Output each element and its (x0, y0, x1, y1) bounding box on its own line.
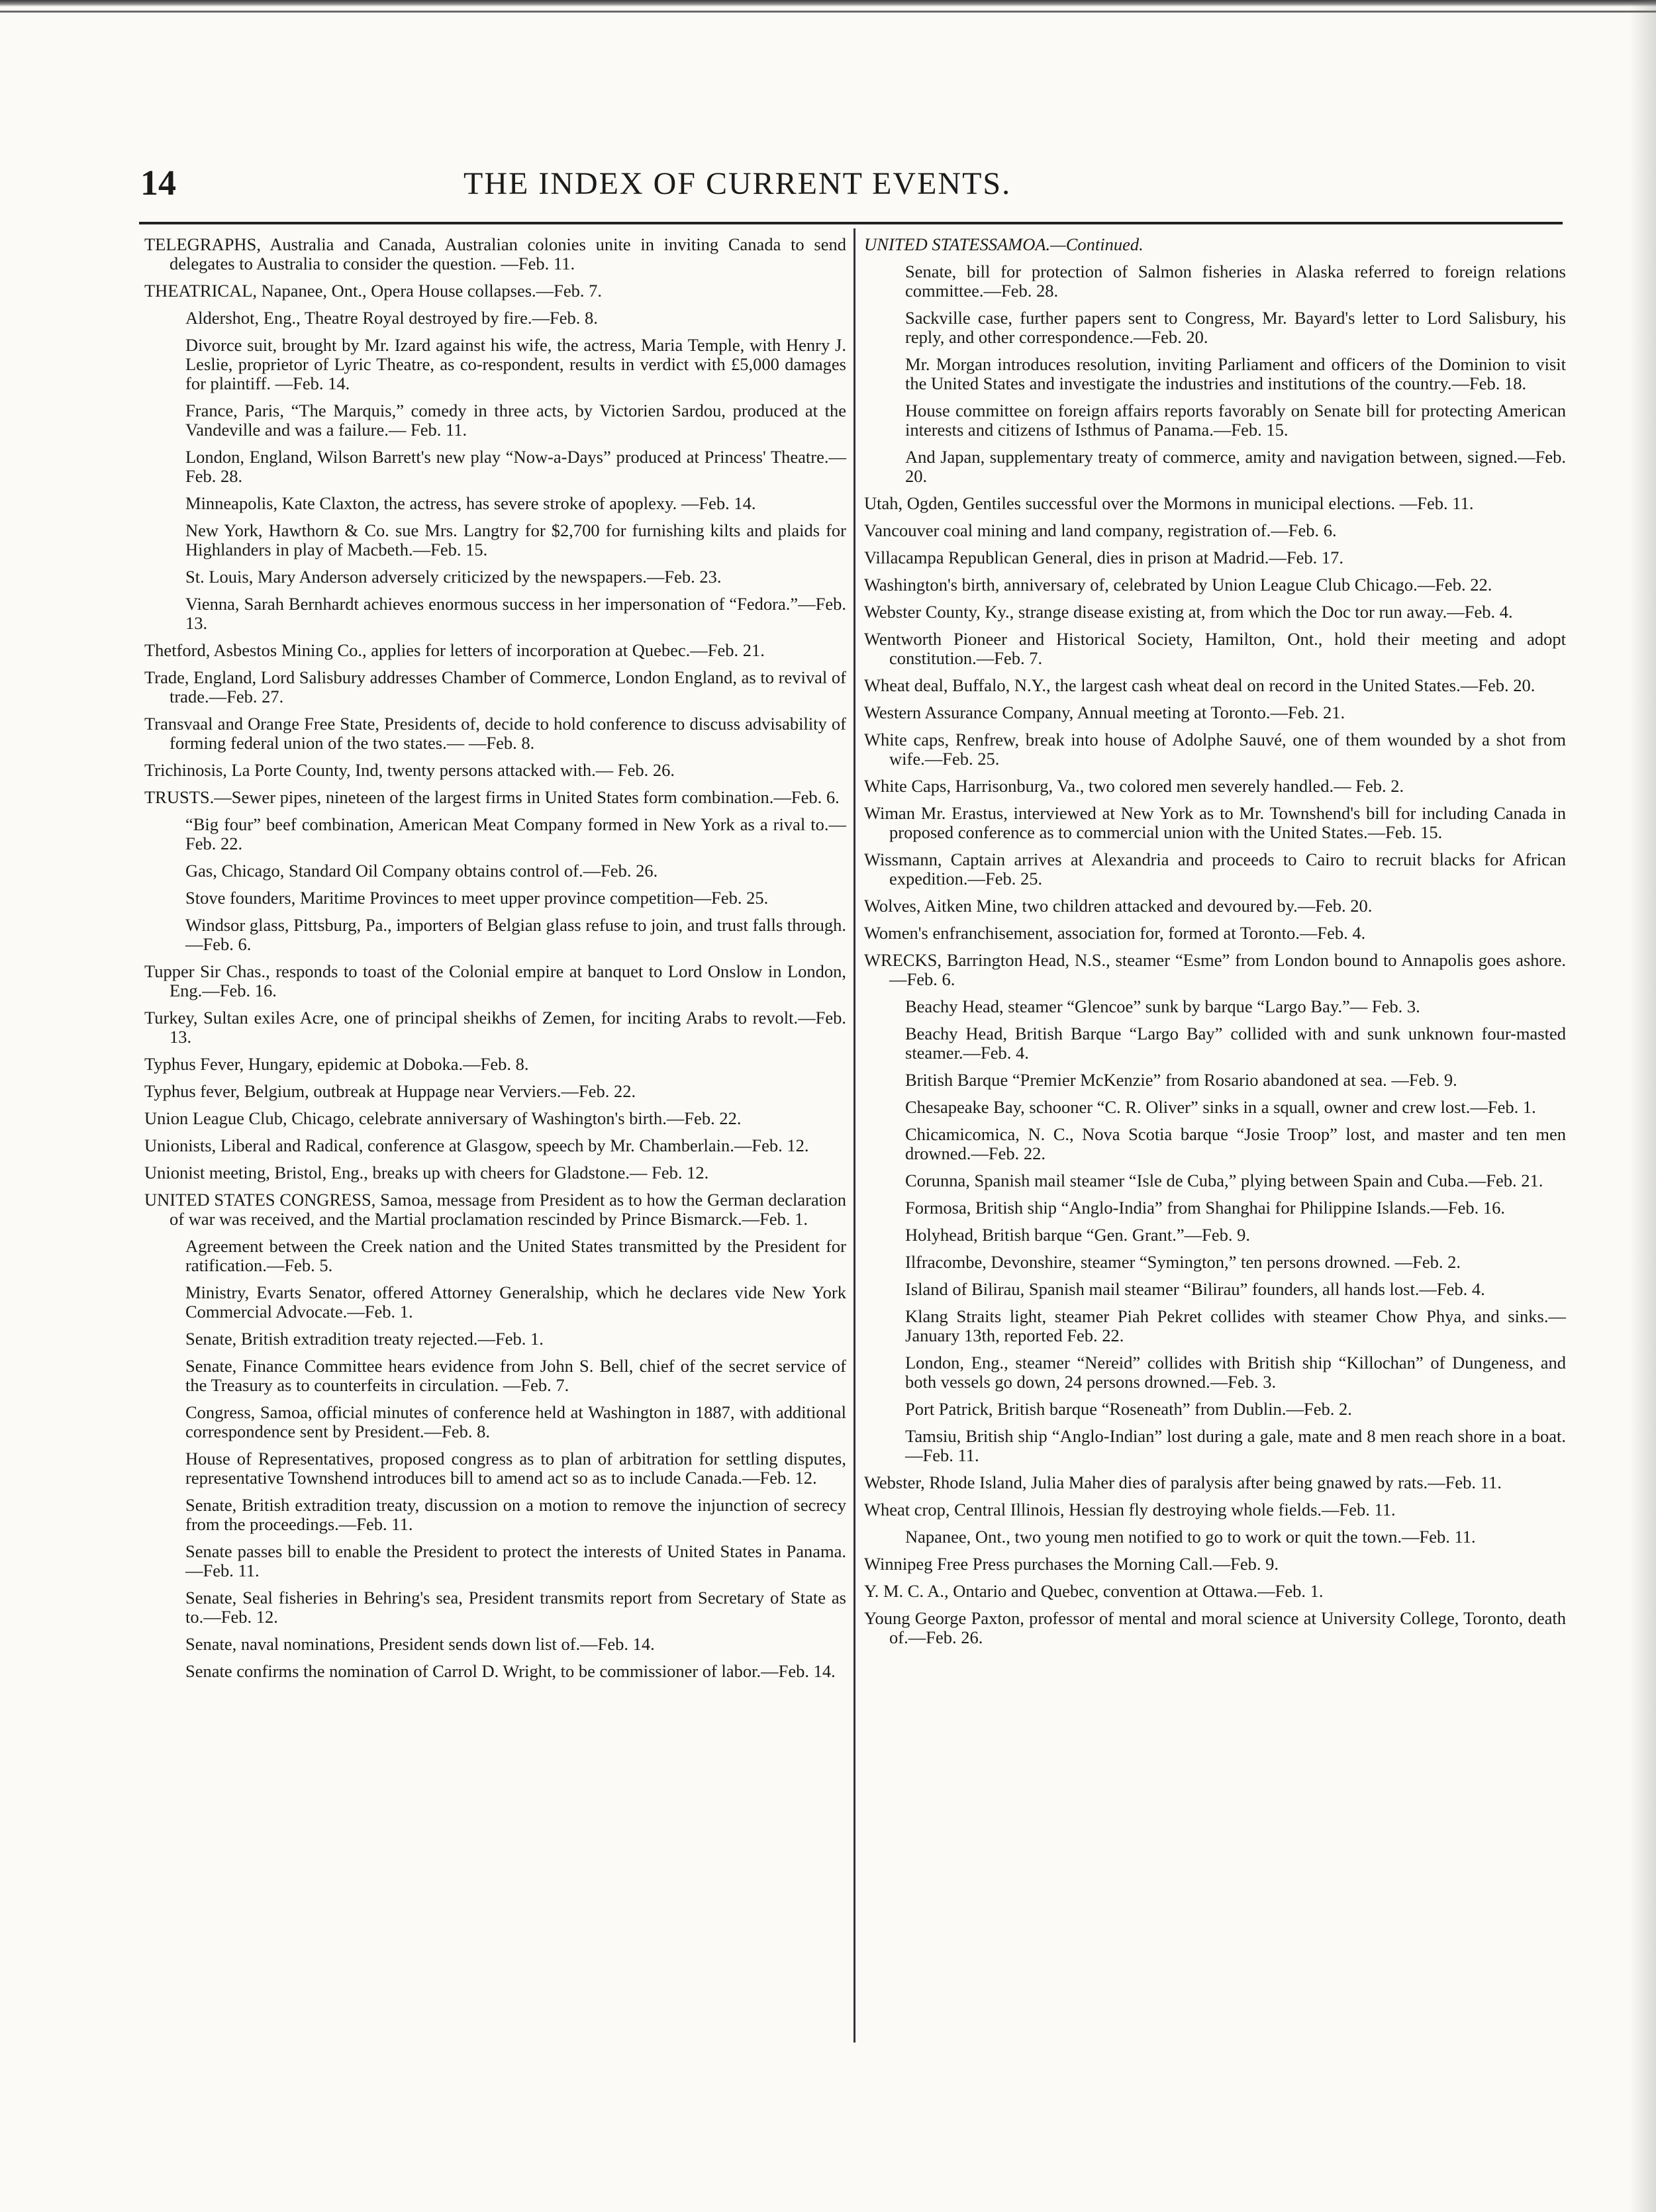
index-subentry: Tamsiu, British ship “Anglo-Indian” lost during a gale, mate and 8 men reach shore in a boat.—Feb. 11. (905, 1426, 1566, 1465)
index-subentry: Klang Straits light, steamer Piah Pekret collides with steamer Chow Phya, and sinks.—January 13th, reported Feb. 22. (905, 1306, 1566, 1345)
top-border (0, 0, 1656, 7)
index-entry: Young George Paxton, professor of mental and moral science at University College, Toronto, death of.—Feb. 26. (864, 1608, 1566, 1647)
index-entry: Washington's birth, anniversary of, celebrated by Union League Club Chicago.—Feb. 22. (864, 575, 1492, 595)
index-entry: Trichinosis, La Porte County, Ind, twenty persons attacked with.— Feb. 26. (144, 760, 675, 780)
index-subentry: Island of Bilirau, Spanish mail steamer “Bilirau” founders, all hands lost.—Feb. 4. (905, 1279, 1485, 1299)
index-subentry: Formosa, British ship “Anglo-India” from Shanghai for Philippine Islands.—Feb. 16. (905, 1198, 1506, 1218)
index-subentry: House of Representatives, proposed congress as to plan of arbitration for settling disputes, representative Townshend introduces bill to amend act so as to include Canada.—Feb. 12. (185, 1449, 846, 1488)
index-subentry: Port Patrick, British barque “Roseneath” from Dublin.—Feb. 2. (905, 1399, 1352, 1419)
index-subentry: Senate, Seal fisheries in Behring's sea, President transmits report from Secretary of State as to.—Feb. 12. (185, 1588, 846, 1627)
index-entry: Wheat deal, Buffalo, N.Y., the largest cash wheat deal on record in the United States.—Feb. 20. (864, 675, 1535, 695)
index-entry: Webster County, Ky., strange disease existing at, from which the Doc tor run away.—Feb. 4. (864, 602, 1513, 622)
right-column (864, 235, 1566, 1655)
index-subentry: Ilfracombe, Devonshire, steamer “Symington,” ten persons drowned. —Feb. 2. (905, 1252, 1461, 1272)
index-entry: Wheat crop, Central Illinois, Hessian fly destroying whole fields.—Feb. 11. (864, 1500, 1396, 1519)
index-subentry: Minneapolis, Kate Claxton, the actress, has severe stroke of apoplexy. —Feb. 14. (185, 493, 756, 513)
index-entry: Trade, England, Lord Salisbury addresses Chamber of Commerce, London England, as to revival of trade.—Feb. 27. (144, 667, 846, 706)
index-entry: Unionist meeting, Bristol, Eng., breaks up with cheers for Gladstone.— Feb. 12. (144, 1163, 709, 1182)
index-entry: Wentworth Pioneer and Historical Society, Hamilton, Ont., hold their meeting and adopt constitution.—Feb. 7. (864, 629, 1566, 668)
index-entry: Typhus fever, Belgium, outbreak at Huppage near Verviers.—Feb. 22. (144, 1081, 636, 1101)
index-subentry: Sackville case, further papers sent to Congress, Mr. Bayard's letter to Lord Salisbury, his reply, and other correspondence.—Feb. 20. (905, 308, 1566, 347)
index-entry: Winnipeg Free Press purchases the Morning Call.—Feb. 9. (864, 1554, 1279, 1574)
left-column (144, 235, 846, 1689)
index-entry: Turkey, Sultan exiles Acre, one of principal sheikhs of Zemen, for inciting Arabs to revolt.—Feb. 13. (144, 1008, 846, 1047)
index-entry: Western Assurance Company, Annual meeting at Toronto.—Feb. 21. (864, 702, 1345, 722)
index-subentry: Chicamicomica, N. C., Nova Scotia barque “Josie Troop” lost, and master and ten men drowned.—Feb. 22. (905, 1124, 1566, 1163)
index-entry: Wiman Mr. Erastus, interviewed at New York as to Mr. Townshend's bill for including Canada in proposed conference as to commercial union with the United States.—Feb. 15. (864, 803, 1566, 842)
index-entry: TRUSTS.—Sewer pipes, nineteen of the largest firms in United States form combination.—Feb. 6. (144, 787, 840, 807)
index-subentry: Gas, Chicago, Standard Oil Company obtains control of.—Feb. 26. (185, 861, 658, 881)
index-subentry: France, Paris, “The Marquis,” comedy in three acts, by Victorien Sardou, produced at the Vandeville and was a failure.— Feb. 11. (185, 401, 846, 440)
index-subentry: London, Eng., steamer “Nereid” collides with British ship “Killochan” of Dungeness, and both vessels go down, 24 persons drowned.—Feb. 3. (905, 1353, 1566, 1392)
index-entry: WRECKS, Barrington Head, N.S., steamer “Esme” from London bound to Annapolis goes ashore.—Feb. 6. (864, 950, 1566, 989)
index-subentry: Divorce suit, brought by Mr. Izard against his wife, the actress, Maria Temple, with Henry J. Leslie, proprietor of Lyric Theatre, as co-respondent, results in verdict with £5,000 damages for plaintiff. —Feb. 14. (185, 335, 846, 393)
index-subentry: St. Louis, Mary Anderson adversely criticized by the newspapers.—Feb. 23. (185, 567, 722, 587)
index-entry: Tupper Sir Chas., responds to toast of the Colonial empire at banquet to Lord Onslow in London, Eng.—Feb. 16. (144, 961, 846, 1000)
index-subentry: Napanee, Ont., two young men notified to go to work or quit the town.—Feb. 11. (905, 1527, 1476, 1547)
index-entry: Wissmann, Captain arrives at Alexandria and proceeds to Cairo to recruit blacks for African expedition.—Feb. 25. (864, 849, 1566, 889)
index-subentry: Senate passes bill to enable the President to protect the interests of United States in Panama.—Feb. 11. (185, 1541, 846, 1580)
index-subentry: Stove founders, Maritime Provinces to meet upper province competition—Feb. 25. (185, 888, 769, 908)
index-entry: THEATRICAL, Napanee, Ont., Opera House collapses.—Feb. 7. (144, 281, 603, 301)
index-subentry: “Big four” beef combination, American Meat Company formed in New York as a rival to.—Feb. 22. (185, 814, 846, 853)
index-subentry: London, England, Wilson Barrett's new play “Now-a-Days” produced at Princess' Theatre.—Feb. 28. (185, 447, 846, 486)
index-subentry: Agreement between the Creek nation and the United States transmitted by the President for ratification.—Feb. 5. (185, 1236, 846, 1275)
index-entry: Typhus Fever, Hungary, epidemic at Doboka.—Feb. 8. (144, 1054, 529, 1074)
index-entry: Webster, Rhode Island, Julia Maher dies of paralysis after being gnawed by rats.—Feb. 11. (864, 1472, 1502, 1492)
index-entry: Union League Club, Chicago, celebrate anniversary of Washington's birth.—Feb. 22. (144, 1108, 742, 1128)
index-subentry: Windsor glass, Pittsburg, Pa., importers of Belgian glass refuse to join, and trust falls through.—Feb. 6. (185, 915, 846, 954)
index-entry: Vancouver coal mining and land company, registration of.—Feb. 6. (864, 520, 1337, 540)
index-subentry: And Japan, supplementary treaty of commerce, amity and navigation between, signed.—Feb. 20. (905, 447, 1566, 486)
index-entry: Utah, Ogden, Gentiles successful over the Mormons in municipal elections. —Feb. 11. (864, 493, 1474, 513)
index-subentry: Senate, Finance Committee hears evidence from John S. Bell, chief of the secret service of the Treasury as to counterfeits in circulation. —Feb. 7. (185, 1356, 846, 1395)
index-subentry: Vienna, Sarah Bernhardt achieves enormous success in her impersonation of “Fedora.”—Feb. 13. (185, 594, 846, 633)
index-subentry: Corunna, Spanish mail steamer “Isle de Cuba,” plying between Spain and Cuba.—Feb. 21. (905, 1171, 1543, 1190)
index-subentry: Holyhead, British barque “Gen. Grant.”—Feb. 9. (905, 1225, 1251, 1245)
index-entry: UNITED STATES CONGRESS, Samoa, message from President as to how the German declaration of war was received, and the Martial proclamation rescinded by Prince Bismarck.—Feb. 1. (144, 1190, 846, 1229)
page-title: THE INDEX OF CURRENT EVENTS. (463, 166, 1012, 201)
index-subentry: British Barque “Premier McKenzie” from Rosario abandoned at sea. —Feb. 9. (905, 1070, 1457, 1090)
page-edge-shadow (1630, 0, 1656, 2212)
index-entry: Villacampa Republican General, dies in prison at Madrid.—Feb. 17. (864, 548, 1344, 567)
index-subentry: House committee on foreign affairs reports favorably on Senate bill for protecting American interests and citizens of Isthmus of Panama.—Feb. 15. (905, 401, 1566, 440)
index-entry: Women's enfranchisement, association for, formed at Toronto.—Feb. 4. (864, 923, 1366, 943)
index-subentry: Beachy Head, British Barque “Largo Bay” collided with and sunk unknown four-masted steamer.—Feb. 4. (905, 1024, 1566, 1063)
column-divider (853, 228, 855, 2043)
index-entry: White Caps, Harrisonburg, Va., two colored men severely handled.— Feb. 2. (864, 776, 1404, 796)
index-subentry: Beachy Head, steamer “Glencoe” sunk by barque “Largo Bay.”— Feb. 3. (905, 996, 1420, 1016)
index-subentry: Ministry, Evarts Senator, offered Attorney Generalship, which he declares vide New York Commercial Advocate.—Feb. 1. (185, 1282, 846, 1322)
index-subentry: Aldershot, Eng., Theatre Royal destroyed by fire.—Feb. 8. (185, 308, 598, 328)
index-subentry: Chesapeake Bay, schooner “C. R. Oliver” sinks in a squall, owner and crew lost.—Feb. 1. (905, 1097, 1536, 1117)
index-entry: TELEGRAPHS, Australia and Canada, Australian colonies unite in inviting Canada to send delegates to Australia to consider the question. —Feb. 11. (144, 234, 846, 273)
index-entry: Thetford, Asbestos Mining Co., applies for letters of incorporation at Quebec.—Feb. 21. (144, 640, 765, 660)
index-subentry: Senate, naval nominations, President sends down list of.—Feb. 14. (185, 1634, 655, 1654)
index-entry: Unionists, Liberal and Radical, conference at Glasgow, speech by Mr. Chamberlain.—Feb. 12. (144, 1135, 809, 1155)
index-subentry: Senate, British extradition treaty rejected.—Feb. 1. (185, 1329, 544, 1349)
index-subentry: New York, Hawthorn & Co. sue Mrs. Langtry for $2,700 for furnishing kilts and plaids for Highlanders in play of Macbeth.—Feb. 15. (185, 520, 846, 559)
index-entry: Wolves, Aitken Mine, two children attacked and devoured by.—Feb. 20. (864, 896, 1373, 916)
index-entry: Transvaal and Orange Free State, Presidents of, decide to hold conference to discuss advisability of forming federal union of the two states.— —Feb. 8. (144, 714, 846, 753)
continued-heading: UNITED STATESSAMOA.—Continued. (864, 234, 1144, 254)
index-entry: Y. M. C. A., Ontario and Quebec, convention at Ottawa.—Feb. 1. (864, 1581, 1324, 1601)
page-number: 14 (140, 163, 176, 203)
index-subentry: Congress, Samoa, official minutes of conference held at Washington in 1887, with additional correspondence sent by President.—Feb. 8. (185, 1402, 846, 1441)
index-subentry: Senate, British extradition treaty, discussion on a motion to remove the injunction of secrecy from the proceedings.—Feb. 11. (185, 1495, 846, 1534)
index-subentry: Senate confirms the nomination of Carrol D. Wright, to be commissioner of labor.—Feb. 14. (185, 1661, 836, 1681)
top-border-line (0, 11, 1656, 13)
header-rule (139, 222, 1563, 224)
index-subentry: Mr. Morgan introduces resolution, inviting Parliament and officers of the Dominion to visit the United States and investigate the industries and institutions of the country.—Feb. 18. (905, 354, 1566, 393)
index-entry: White caps, Renfrew, break into house of Adolphe Sauvé, one of them wounded by a shot from wife.—Feb. 25. (864, 730, 1566, 769)
index-subentry: Senate, bill for protection of Salmon fisheries in Alaska referred to foreign relations committee.—Feb. 28. (905, 262, 1566, 301)
